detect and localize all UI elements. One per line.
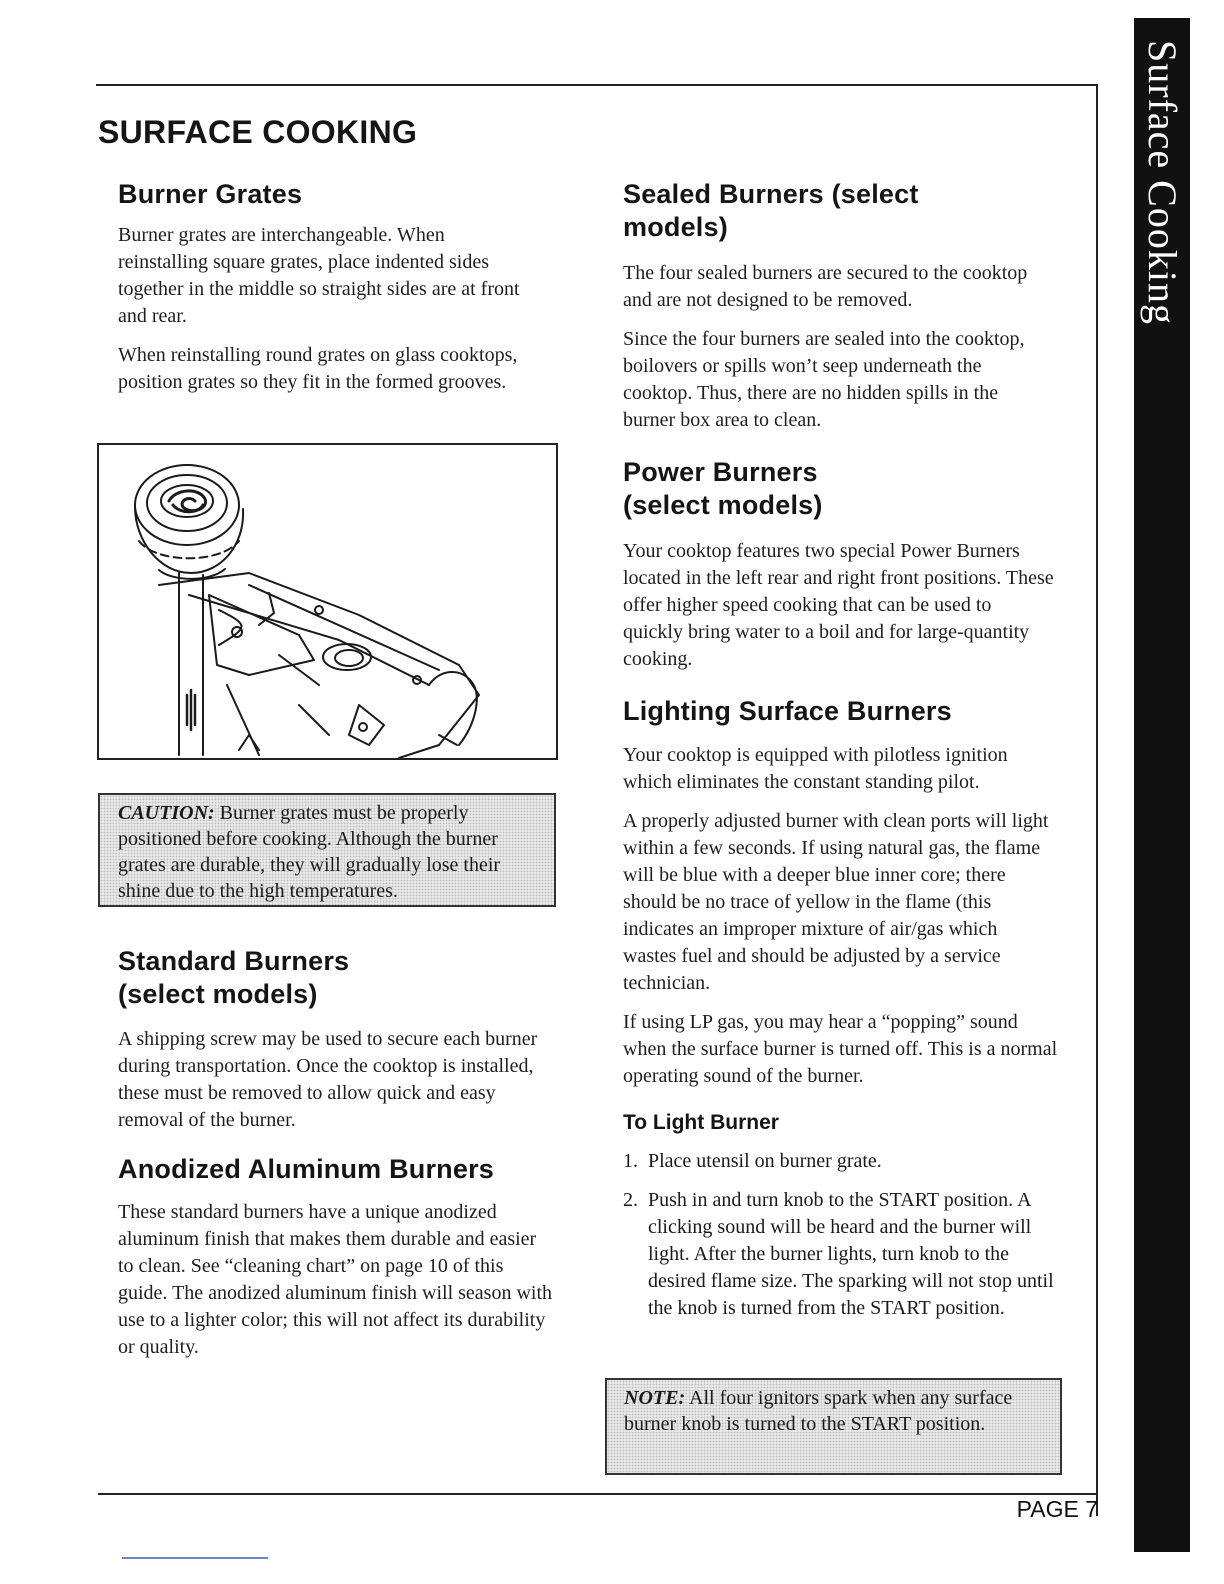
standard-burners-heading-line1: Standard Burners [118, 946, 350, 976]
step-number: 1. [623, 1150, 638, 1172]
sealed-paragraph-1: The four sealed burners are secured to the cooktop and are not designed to be removed. [623, 262, 1028, 311]
note-lead: NOTE: [624, 1387, 686, 1409]
burner-grates-heading: Burner Grates [118, 179, 303, 209]
sealed-heading-line1: Sealed Burners (select [623, 179, 919, 209]
left-column-bottom [118, 945, 558, 1361]
standard-burners-heading-line2: (select models) [118, 979, 318, 1009]
lighting-paragraph-2: A properly adjusted burner with clean ports will light within a few seconds. If using natural gas, the flame will be blue with a deeper blue inner core; there should be no trace of yellow in the flame (this indicates an improper mixture of air/gas which wastes fuel and should be adjusted by a service technician. [623, 810, 1049, 994]
blue-underline [122, 1557, 268, 1559]
step-item [623, 1187, 1057, 1322]
burner-grate-illustration [97, 443, 558, 760]
sealed-paragraph-2: Since the four burners are sealed into the cooktop, boilovers or spills won’t seep underneath the cooktop. Thus, there are no hidden spills in the burner box area to clean. [623, 328, 1025, 431]
lighting-paragraph-3: If using LP gas, you may hear a “popping” sound when the surface burner is turned off. This is a normal operating sound of the burner. [623, 1011, 1058, 1087]
caution-text: Burner grates must be properly positioned before cooking. Although the burner grates are durable, they will gradually lose their shine due to the high temperatures. [118, 802, 501, 902]
right-rule [1096, 84, 1098, 1516]
caution-lead: CAUTION: [118, 802, 215, 824]
step-text: Place utensil on burner grate. [648, 1150, 882, 1172]
lighting-heading: Lighting Surface Burners [623, 696, 952, 726]
lighting-paragraph-1: Your cooktop is equipped with pilotless ignition which eliminates the constant standing pilot. [623, 744, 1008, 793]
to-light-heading: To Light Burner [623, 1111, 779, 1134]
side-tab [1134, 18, 1190, 1552]
power-paragraph: Your cooktop features two special Power Burners located in the left rear and right front positions. These offer higher speed cooking that can be used to quickly bring water to a boil and for large-quantity cooking. [623, 540, 1054, 670]
burner-grates-paragraph-2: When reinstalling round grates on glass cooktops, position grates so they fit in the formed grooves. [118, 344, 518, 393]
burner-grate-drawing [99, 445, 556, 758]
caution-callout [98, 793, 556, 907]
top-rule [96, 84, 1098, 86]
power-heading-line1: Power Burners [623, 457, 818, 487]
right-column [623, 178, 1063, 1322]
left-column-top [118, 178, 558, 396]
power-heading-line2: (select models) [623, 490, 823, 520]
bottom-rule [98, 1493, 1098, 1495]
anodized-paragraph: These standard burners have a unique anodized aluminum finish that makes them durable and easier to clean. See “cleaning chart” on page 10 of this guide. The anodized aluminum finish will season with use to a lighter color; this will not affect its durability or quality. [118, 1201, 553, 1358]
page-title: SURFACE COOKING [98, 114, 418, 150]
side-tab-label: Surface Cooking [1140, 40, 1185, 325]
to-light-steps [623, 1148, 1057, 1322]
page-number: PAGE 7 [1016, 1496, 1098, 1522]
sealed-heading-line2: models) [623, 212, 728, 242]
step-text: Push in and turn knob to the START position. A clicking sound will be heard and the burner will light. After the burner lights, turn knob to the desired flame size. The sparking will not stop until the knob is turned from the START position. [648, 1189, 1054, 1319]
burner-grates-paragraph-1: Burner grates are interchangeable. When reinstalling square grates, place indented sides together in the middle so straight sides are at front and rear. [118, 224, 520, 327]
anodized-heading: Anodized Aluminum Burners [118, 1154, 495, 1184]
step-item [623, 1148, 1057, 1175]
note-callout [605, 1378, 1062, 1475]
step-number: 2. [623, 1189, 638, 1211]
note-text: All four ignitors spark when any surface burner knob is turned to the START position. [624, 1387, 1013, 1435]
standard-burners-paragraph: A shipping screw may be used to secure each burner during transportation. Once the cooktop is installed, these must be removed to allow quick and easy removal of the burner. [118, 1028, 538, 1131]
